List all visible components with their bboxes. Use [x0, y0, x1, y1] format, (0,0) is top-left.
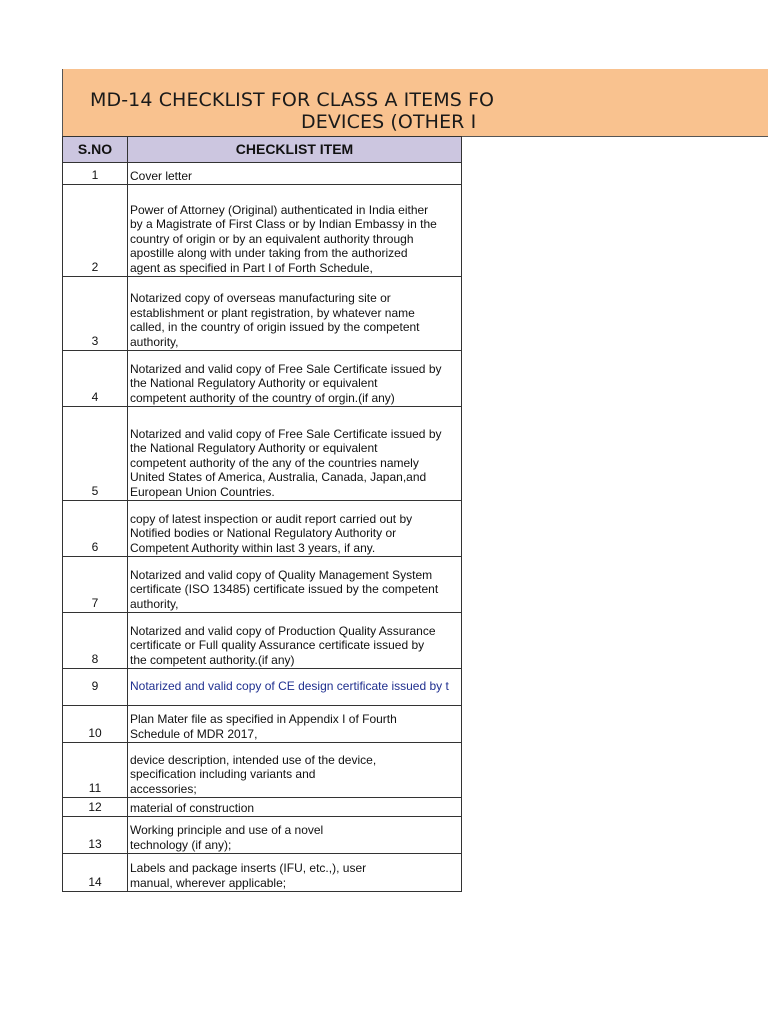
checklist-item-line: Working principle and use of a novel: [130, 823, 324, 837]
row-number: 10: [63, 706, 128, 743]
checklist-item-cell: [128, 407, 462, 501]
checklist-item-line: Plan Mater file as specified in Appendix I of Fourth: [130, 712, 397, 726]
table-row: [63, 669, 462, 706]
row-number: 3: [63, 277, 128, 351]
checklist-item-cell: [128, 669, 462, 706]
row-number: 4: [63, 351, 128, 407]
checklist-item-cell: [128, 277, 462, 351]
checklist-item-line: competent authority of the country of orgin.(if any): [130, 390, 395, 405]
checklist-item-line: United States of America, Australia, Canada, Japan,and: [130, 470, 427, 484]
row-number: 8: [63, 613, 128, 669]
title-band: [62, 69, 768, 137]
checklist-item-line: Competent Authority within last 3 years, if any.: [130, 540, 376, 555]
checklist-item-cell: [128, 743, 462, 798]
table-row: [63, 185, 462, 277]
checklist-item-line: the National Regulatory Authority or equivalent: [130, 441, 378, 455]
checklist-item-line: the competent authority.(if any): [130, 652, 295, 667]
checklist-item-cell: [128, 817, 462, 854]
table-row: [63, 557, 462, 613]
row-number: 13: [63, 817, 128, 854]
checklist-item-line: authority,: [130, 334, 179, 349]
checklist-item-line: certificate or Full quality Assurance certificate issued by: [130, 638, 425, 652]
header-sno: S.NO: [63, 137, 128, 163]
row-number: 5: [63, 407, 128, 501]
checklist-item-line: Notarized and valid copy of CE design certificate issued by t: [130, 679, 449, 694]
table-row: [63, 407, 462, 501]
table-row: [63, 798, 462, 817]
table-row: [63, 817, 462, 854]
checklist-item-line: by a Magistrate of First Class or by Indian Embassy in the: [130, 217, 437, 231]
checklist-item-line: the National Regulatory Authority or equivalent: [130, 376, 378, 390]
checklist-item-line: Notified bodies or National Regulatory Authority or: [130, 526, 397, 540]
checklist-item-cell: [128, 185, 462, 277]
row-number: 1: [63, 163, 128, 185]
checklist-item-line: country of origin or by an equivalent authority through: [130, 231, 414, 246]
checklist-item-cell: [128, 613, 462, 669]
row-number: 9: [63, 669, 128, 706]
row-number: 2: [63, 185, 128, 277]
checklist-item-line: establishment or plant registration, by whatever name: [130, 305, 415, 320]
checklist-body: [63, 163, 462, 892]
title-line-2: DEVICES (OTHER I: [301, 111, 477, 133]
checklist-item-line: called, in the country of origin issued by the competent: [130, 320, 420, 334]
header-row: [63, 137, 462, 163]
checklist-item-line: Labels and package inserts (IFU, etc.,), user: [130, 861, 367, 875]
table-row: [63, 501, 462, 557]
checklist-item-line: device description, intended use of the device,: [130, 752, 377, 767]
checklist-item-cell: [128, 501, 462, 557]
checklist-item-line: specification including variants and: [130, 767, 316, 781]
checklist-item-cell: [128, 557, 462, 613]
checklist-item-line: certificate (ISO 13485) certificate issued by the competent: [130, 582, 439, 596]
table-row: [63, 613, 462, 669]
checklist-item-line: Notarized copy of overseas manufacturing site or: [130, 291, 391, 305]
checklist-item-line: technology (if any);: [130, 837, 232, 852]
checklist-item-line: Cover letter: [130, 168, 193, 183]
row-number: 14: [63, 854, 128, 892]
checklist-item-cell: [128, 798, 462, 817]
checklist-item-line: manual, wherever applicable;: [130, 875, 287, 890]
table-row: [63, 743, 462, 798]
table-row: [63, 351, 462, 407]
checklist-item-line: Notarized and valid copy of Free Sale Certificate issued by: [130, 361, 442, 376]
header-checklist-item: CHECKLIST ITEM: [128, 137, 462, 163]
checklist-item-line: agent as specified in Part I of Forth Schedule,: [130, 260, 373, 275]
checklist-table: [62, 136, 462, 892]
row-number: 11: [63, 743, 128, 798]
checklist-item-cell: [128, 706, 462, 743]
checklist-item-cell: [128, 854, 462, 892]
table-row: [63, 854, 462, 892]
checklist-item-cell: [128, 163, 462, 185]
row-number: 6: [63, 501, 128, 557]
checklist-item-line: Schedule of MDR 2017,: [130, 726, 258, 741]
checklist-item-line: competent authority of the any of the countries namely: [130, 455, 419, 470]
checklist-item-line: Notarized and valid copy of Free Sale Certificate issued by: [130, 426, 442, 441]
table-row: [63, 277, 462, 351]
checklist-item-line: accessories;: [130, 781, 197, 796]
table-row: [63, 706, 462, 743]
table-row: [63, 163, 462, 185]
checklist-item-line: European Union Countries.: [130, 484, 275, 499]
checklist-item-line: Notarized and valid copy of Production Quality Assurance: [130, 623, 436, 638]
checklist-item-cell: [128, 351, 462, 407]
checklist-item-line: material of construction: [130, 800, 255, 815]
checklist-item-line: Notarized and valid copy of Quality Management System: [130, 567, 433, 582]
title-line-1: MD-14 CHECKLIST FOR CLASS A ITEMS FO: [90, 89, 495, 111]
checklist-item-line: authority,: [130, 596, 179, 611]
checklist-item-line: Power of Attorney (Original) authenticated in India either: [130, 202, 429, 217]
checklist-item-line: copy of latest inspection or audit report carried out by: [130, 511, 413, 526]
row-number: 7: [63, 557, 128, 613]
row-number: 12: [63, 798, 128, 817]
checklist-item-line: apostille along with under taking from the authorized: [130, 246, 408, 260]
